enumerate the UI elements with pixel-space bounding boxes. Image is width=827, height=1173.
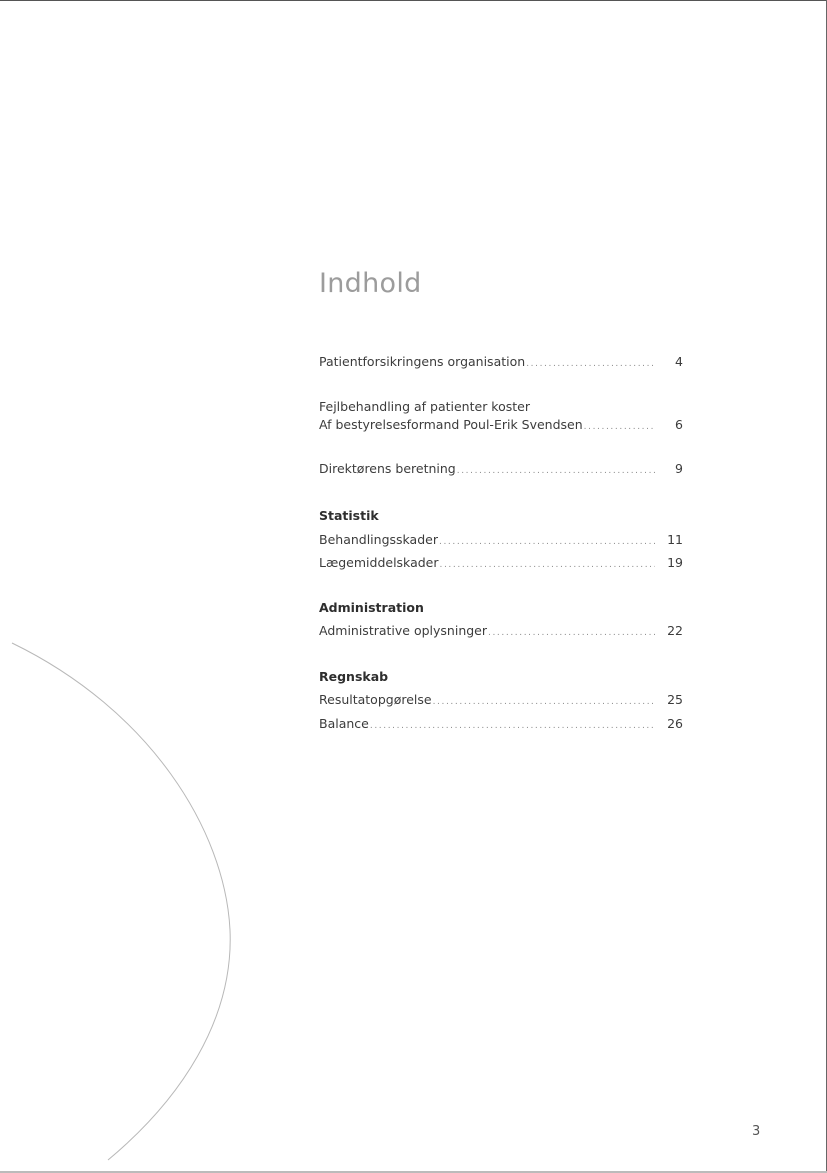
toc-entry-resultatopgoerelse[interactable] bbox=[319, 692, 683, 710]
toc-page-number: 11 bbox=[667, 532, 683, 547]
toc-entry-label: Balance bbox=[319, 716, 369, 731]
dot-leader bbox=[370, 721, 655, 731]
dot-leader bbox=[439, 537, 655, 547]
section-heading-administration: Administration bbox=[319, 600, 424, 615]
dot-leader bbox=[526, 359, 655, 369]
toc-page-number: 25 bbox=[667, 692, 683, 707]
toc-entry-fejlbehandling[interactable] bbox=[319, 417, 683, 435]
toc-page-number: 6 bbox=[675, 417, 683, 432]
toc-entry-line: Fejlbehandling af patienter koster bbox=[319, 399, 530, 414]
page-border-top bbox=[0, 0, 827, 1]
toc-entry-organisation[interactable] bbox=[319, 354, 683, 372]
toc-entry-direktoer[interactable] bbox=[319, 461, 683, 479]
dot-leader bbox=[488, 628, 655, 638]
toc-entry-label: Resultatopgørelse bbox=[319, 692, 432, 707]
toc-entry-label: Af bestyrelsesformand Poul-Erik Svendsen bbox=[319, 417, 583, 432]
dot-leader bbox=[440, 560, 655, 570]
toc-page-number: 19 bbox=[667, 555, 683, 570]
toc-entry-balance[interactable] bbox=[319, 716, 683, 734]
toc-entry-label: Direktørens beretning bbox=[319, 461, 456, 476]
toc-page-number: 9 bbox=[675, 461, 683, 476]
toc-entry-label: Patientforsikringens organisation bbox=[319, 354, 526, 369]
toc-entry-administrative-oplysninger[interactable] bbox=[319, 623, 683, 641]
page-title: Indhold bbox=[319, 268, 422, 300]
section-heading-regnskab: Regnskab bbox=[319, 669, 389, 684]
toc-entry-label: Administrative oplysninger bbox=[319, 623, 488, 638]
toc-entry-laegemiddelskader[interactable] bbox=[319, 555, 683, 573]
toc-page-number: 22 bbox=[667, 623, 683, 638]
toc-entry-behandlingsskader[interactable] bbox=[319, 532, 683, 550]
toc-page-number: 4 bbox=[675, 354, 683, 369]
toc-entry-label: Behandlingsskader bbox=[319, 532, 438, 547]
dot-leader bbox=[584, 422, 655, 432]
toc-page-number: 26 bbox=[667, 716, 683, 731]
dot-leader bbox=[457, 466, 655, 476]
page-number: 3 bbox=[752, 1124, 761, 1139]
section-heading-statistik: Statistik bbox=[319, 508, 379, 523]
toc-entry-label: Lægemiddelskader bbox=[319, 555, 439, 570]
dot-leader bbox=[433, 697, 655, 707]
